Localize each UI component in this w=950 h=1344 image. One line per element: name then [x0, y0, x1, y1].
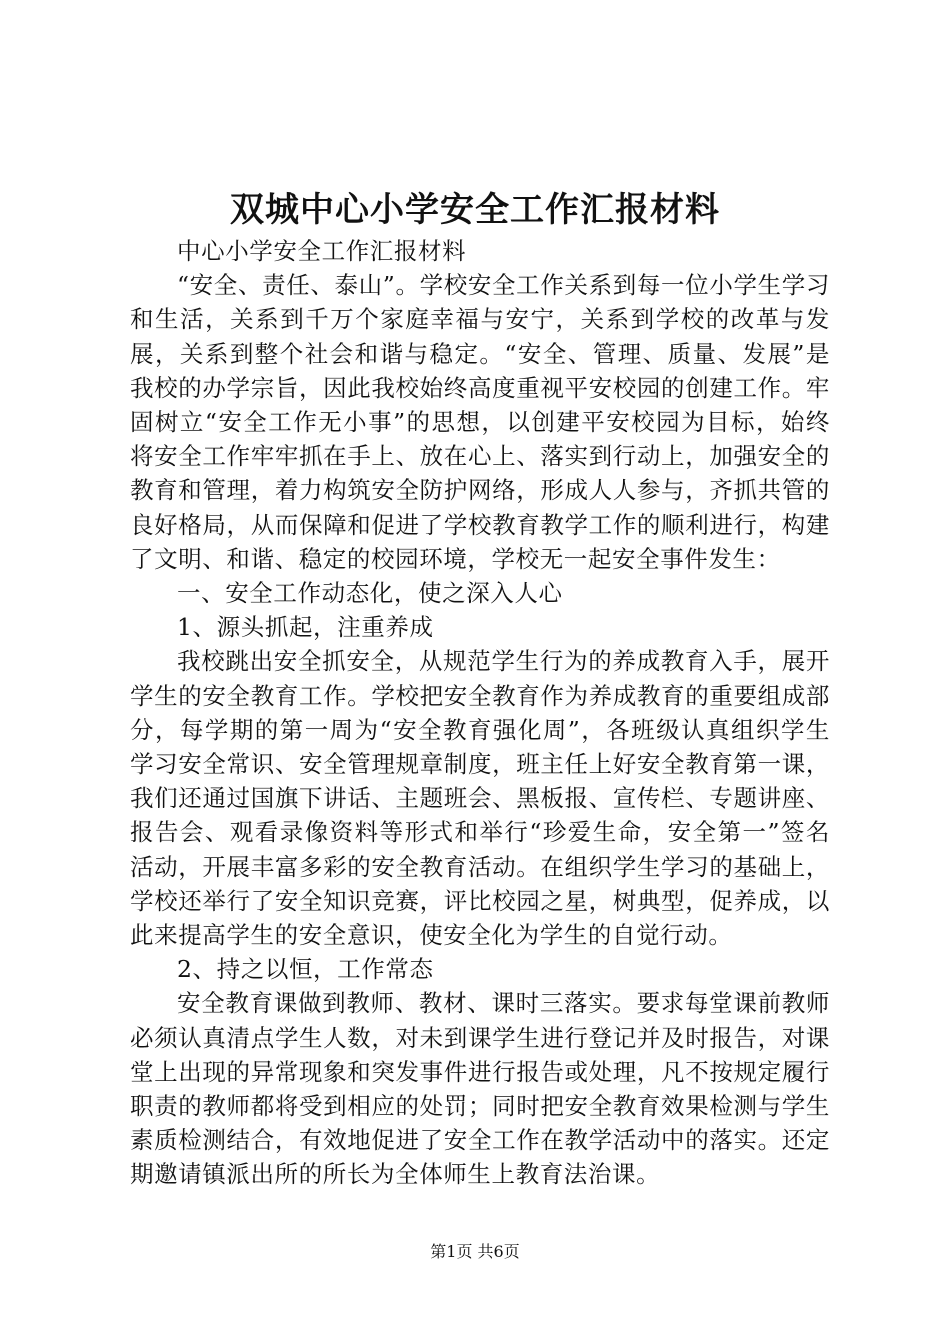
- subsection-heading-1: 1、源头抓起，注重养成: [177, 613, 434, 642]
- paragraph-safety-routine: 安全教育课做到教师、教材、课时三落实。要求每堂课前教师必须认真清点学生人数，对未到课学生进行登记并及时报告，对课堂上出现的异常现象和突发事件进行报告或处理，凡不按规定履行职责的教师都将受到相应的处罚；同时把安全教育效果检测与学生素质检测结合，有效地促进了安全工作在教学活动中的落实。还定期邀请镇派出所的所长为全体师生上教育法治课。: [130, 989, 830, 1189]
- document-body: [130, 234, 830, 1192]
- paragraph-subtitle: 中心小学安全工作汇报材料: [177, 237, 467, 265]
- document-title: 双城中心小学安全工作汇报材料: [230, 190, 720, 230]
- paragraph-intro: “安全、责任、泰山”。学校安全工作关系到每一位小学生学习和生活，关系到千万个家庭幸福与安宁，关系到学校的改革与发展，关系到整个社会和谐与稳定。“安全、管理、质量、发展”是我校的办学宗旨，因此我校始终高度重视平安校园的创建工作。牢固树立“安全工作无小事”的思想，以创建平安校园为目标，始终将安全工作牢牢抓在手上、放在心上、落实到行动上，加强安全的教育和管理，着力构筑安全防护网络，形成人人参与，齐抓共管的良好格局，从而保障和促进了学校教育教学工作的顺利进行，构建了文明、和谐、稳定的校园环境，学校无一起安全事件发生：: [130, 271, 830, 573]
- paragraph-safety-habits: 我校跳出安全抓安全，从规范学生行为的养成教育入手，展开学生的安全教育工作。学校把安全教育作为养成教育的重要组成部分，每学期的第一周为“安全教育强化周”，各班级认真组织学生学习安全常识、安全管理规章制度，班主任上好安全教育第一课，我们还通过国旗下讲话、主题班会、黑板报、宣传栏、专题讲座、报告会、观看录像资料等形式和举行“珍爱生命，安全第一”签名活动，开展丰富多彩的安全教育活动。在组织学生学习的基础上，学校还举行了安全知识竞赛，评比校园之星，树典型，促养成，以此来提高学生的安全意识，使安全化为学生的自觉行动。: [130, 647, 830, 950]
- subsection-heading-2: 2、持之以恒，工作常态: [177, 955, 434, 984]
- page-footer: 第1页 共6页: [430, 1242, 520, 1261]
- section-heading-1: 一、安全工作动态化，使之深入人心: [177, 579, 563, 608]
